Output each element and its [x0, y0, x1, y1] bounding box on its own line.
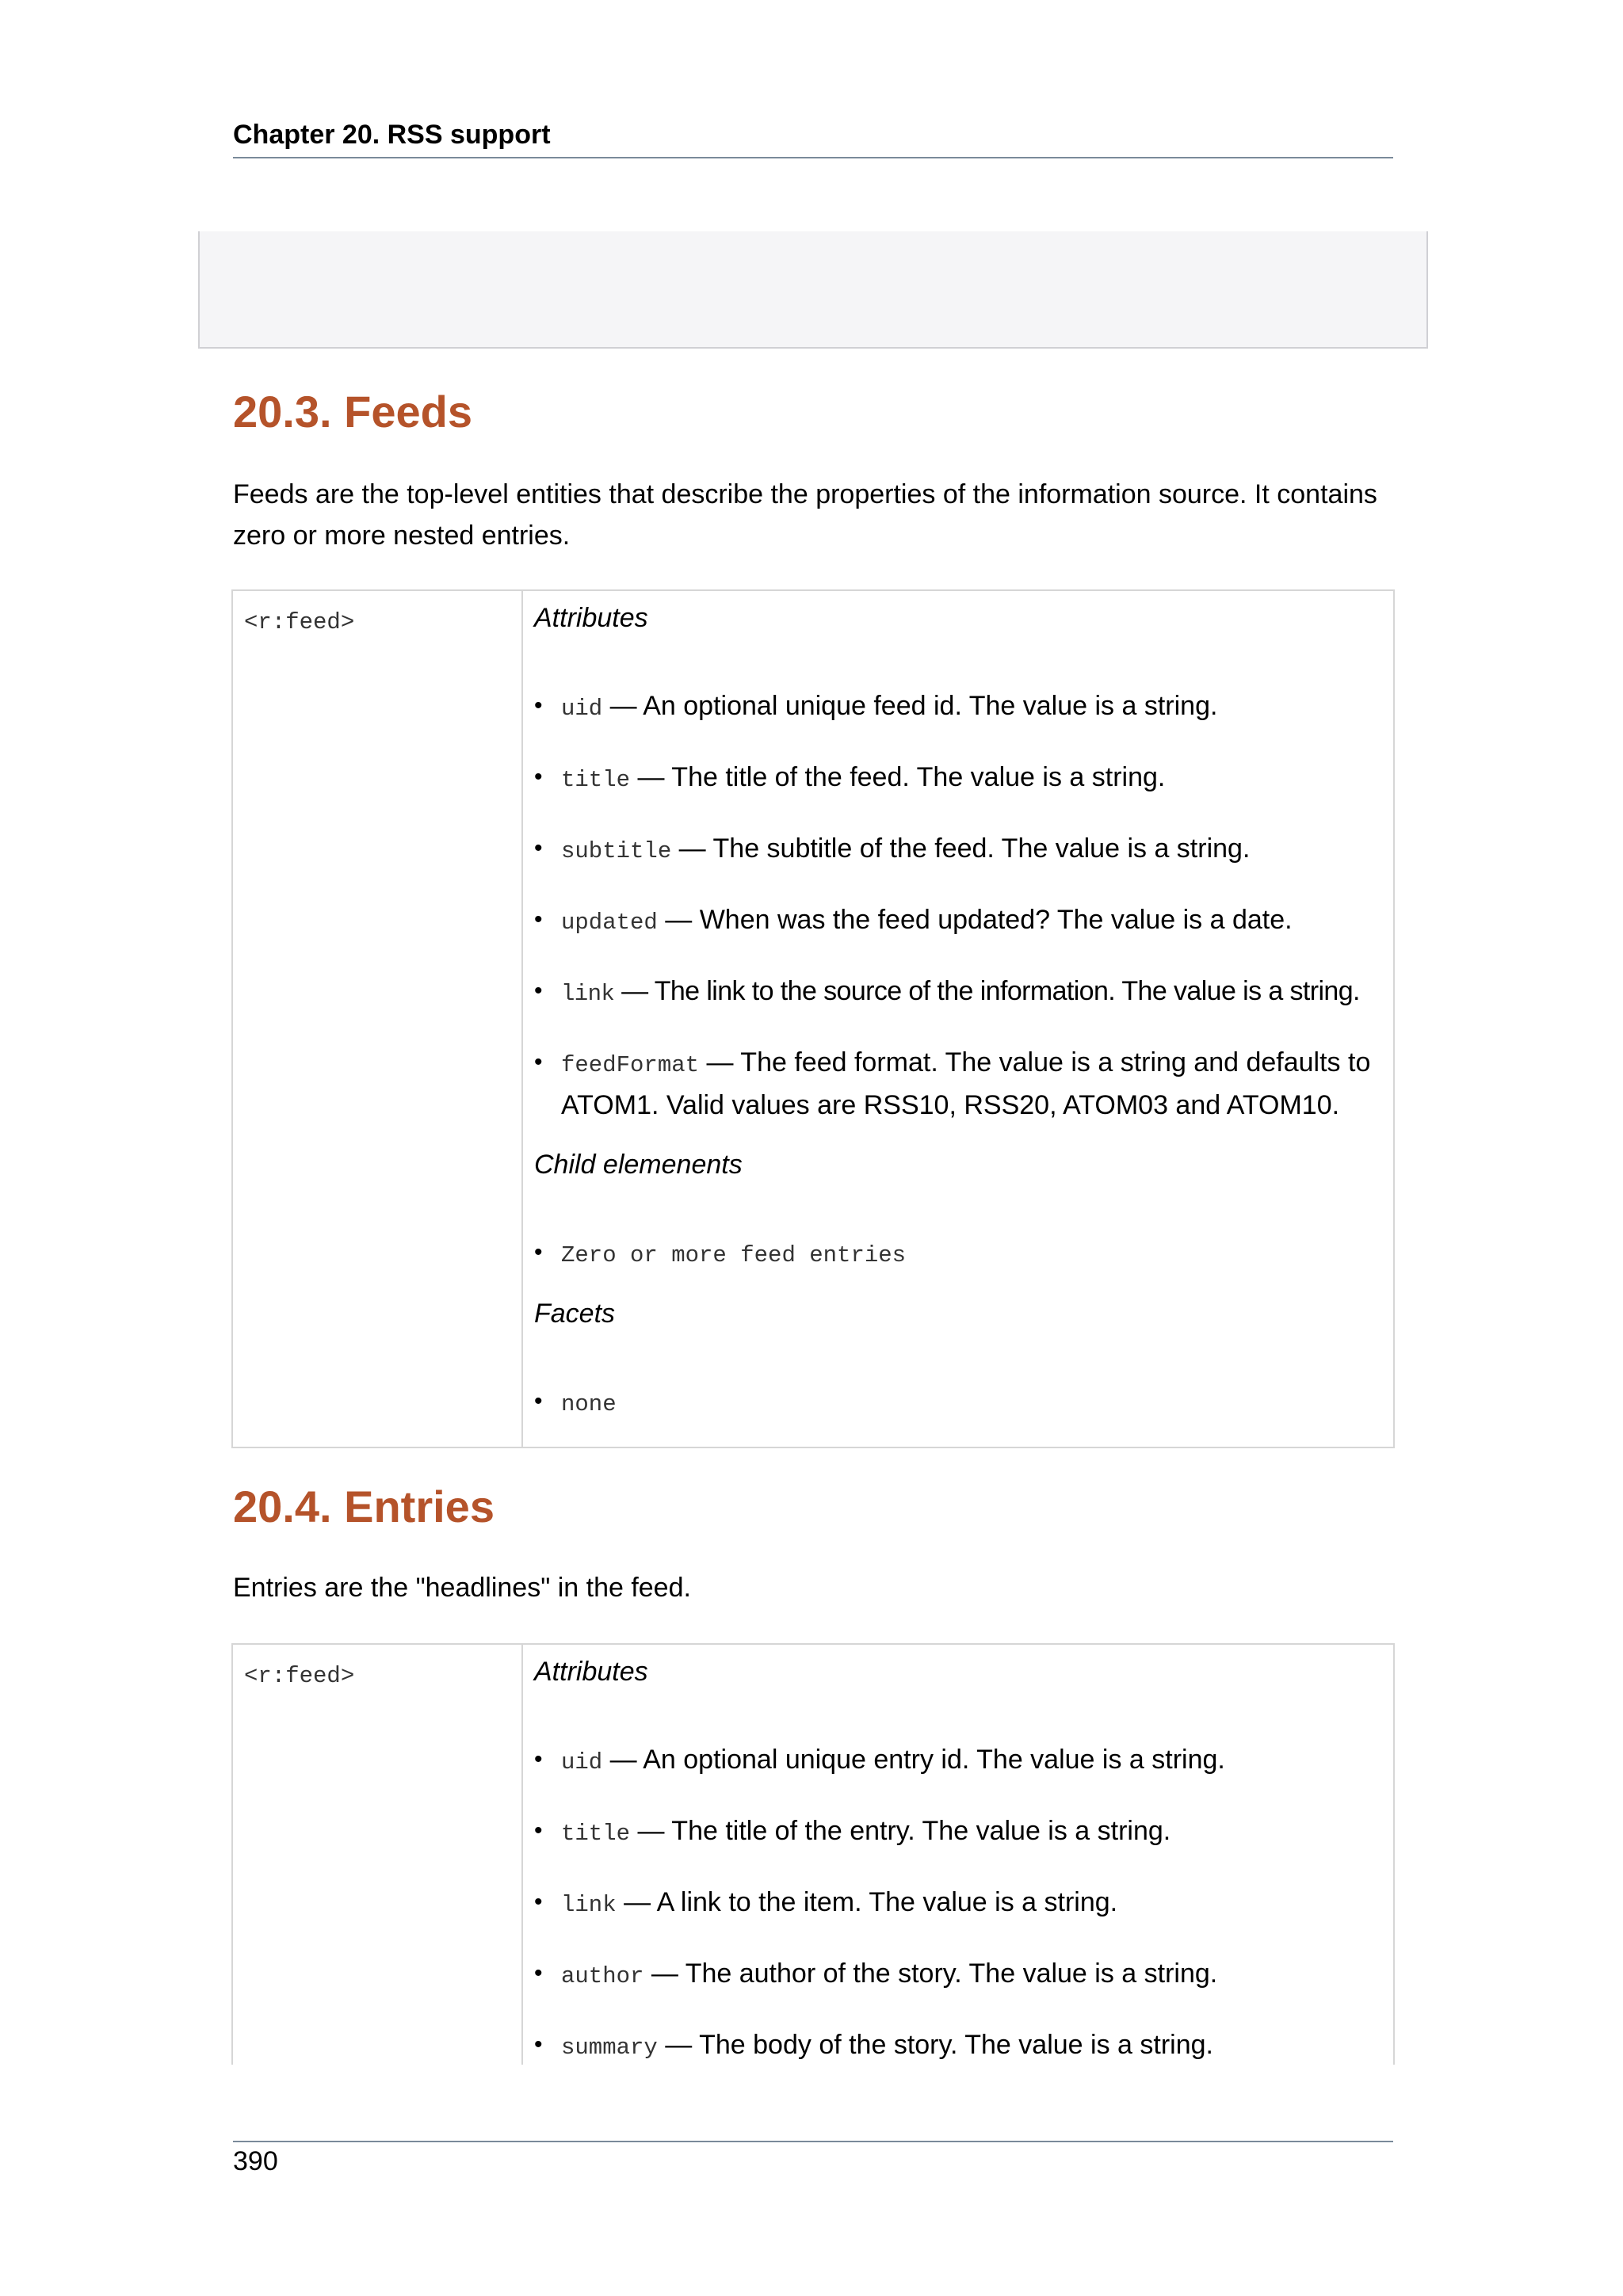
feeds-facets-list [534, 1382, 1382, 1425]
list-item: • updated — When was the feed updated? The value is a date. [534, 905, 1293, 936]
attr-name: summary [561, 2035, 658, 2061]
feeds-facets-label: Facets [534, 1299, 616, 1329]
list-item: • uid — An optional unique feed id. The value is a string. [534, 691, 1218, 722]
list-item: • summary — The body of the story. The value is a string. [534, 2030, 1213, 2061]
attr-name: feedFormat [561, 1052, 700, 1078]
attr-name: link [561, 1892, 617, 1918]
attr-desc: — When was the feed updated? The value is a date. [657, 905, 1293, 935]
attr-name: author [561, 1963, 644, 1989]
attr-desc: — The author of the story. The value is a string. [643, 1958, 1218, 1989]
entries-element-name: <r:feed> [233, 1645, 523, 2065]
list-item: • title — The title of the feed. The value is a string. [534, 762, 1166, 793]
feeds-children-list [534, 1233, 1382, 1276]
attr-name: title [561, 1821, 631, 1847]
entries-intro: Entries are the "headlines" in the feed. [233, 1573, 691, 1603]
attr-name: subtitle [561, 838, 672, 864]
code-block-continuation [198, 231, 1428, 349]
feeds-attributes-list [534, 686, 1382, 1125]
attr-name: updated [561, 910, 658, 936]
attr-desc: — The feed format. The value is a string and defaults to ATOM1. Valid values are RSS10, RSS20, ATOM03 and ATOM10. [561, 1047, 1371, 1120]
section-heading-entries: 20.4. Entries [233, 1482, 495, 1531]
attr-desc: — The body of the story. The value is a string. [657, 2030, 1213, 2060]
attr-name: title [561, 767, 631, 793]
section-heading-feeds: 20.3. Feeds [233, 387, 472, 437]
feeds-element-name: <r:feed> [233, 591, 523, 1447]
entries-table [231, 1643, 1395, 2065]
entries-details [523, 1645, 1393, 2065]
child-name: Zero or more feed entries [561, 1242, 907, 1268]
attr-desc: — The title of the feed. The value is a string. [630, 762, 1166, 792]
list-item: • link — The link to the source of the information. The value is a string. [534, 976, 1360, 1007]
attr-desc: — A link to the item. The value is a string. [616, 1887, 1118, 1917]
attr-desc: — The title of the entry. The value is a string. [630, 1816, 1171, 1846]
chapter-title: Chapter 20. RSS support [233, 120, 551, 150]
attr-desc: — An optional unique entry id. The value is a string. [602, 1745, 1225, 1775]
entries-attributes-label: Attributes [534, 1657, 648, 1687]
attr-desc: — The subtitle of the feed. The value is a string. [671, 833, 1251, 864]
list-item: • subtitle — The subtitle of the feed. The value is a string. [534, 833, 1251, 864]
list-item: • author — The author of the story. The value is a string. [534, 1958, 1218, 1989]
feeds-child-label: Child elemenents [534, 1150, 743, 1180]
list-item: • feedFormat — The feed format. The value is a string and defaults to ATOM1. Valid values are RSS10, RSS20, ATOM03 and ATOM10. [534, 1047, 1371, 1120]
entries-attributes-list [534, 1740, 1382, 2068]
feeds-details [523, 591, 1393, 1447]
attr-desc: — An optional unique feed id. The value is a string. [602, 691, 1218, 721]
list-item: • title — The title of the entry. The value is a string. [534, 1816, 1171, 1847]
list-item: • none [534, 1388, 617, 1417]
feeds-table [231, 589, 1395, 1448]
attr-name: uid [561, 696, 603, 722]
list-item: • uid — An optional unique entry id. The value is a string. [534, 1745, 1225, 1775]
feeds-intro: Feeds are the top-level entities that describe the properties of the information source. It contains zero or more nested entries. [233, 479, 1377, 551]
list-item: • Zero or more feed entries [534, 1239, 907, 1268]
attr-desc: — The link to the source of the information. The value is a string. [614, 976, 1360, 1006]
attr-name: link [561, 981, 615, 1007]
page-number: 390 [233, 2146, 278, 2176]
facet-name: none [561, 1391, 617, 1417]
header-rule [233, 157, 1393, 158]
attr-name: uid [561, 1749, 603, 1775]
list-item: • link — A link to the item. The value is a string. [534, 1887, 1118, 1918]
feeds-attributes-label: Attributes [534, 603, 648, 633]
footer-rule [233, 2141, 1393, 2142]
